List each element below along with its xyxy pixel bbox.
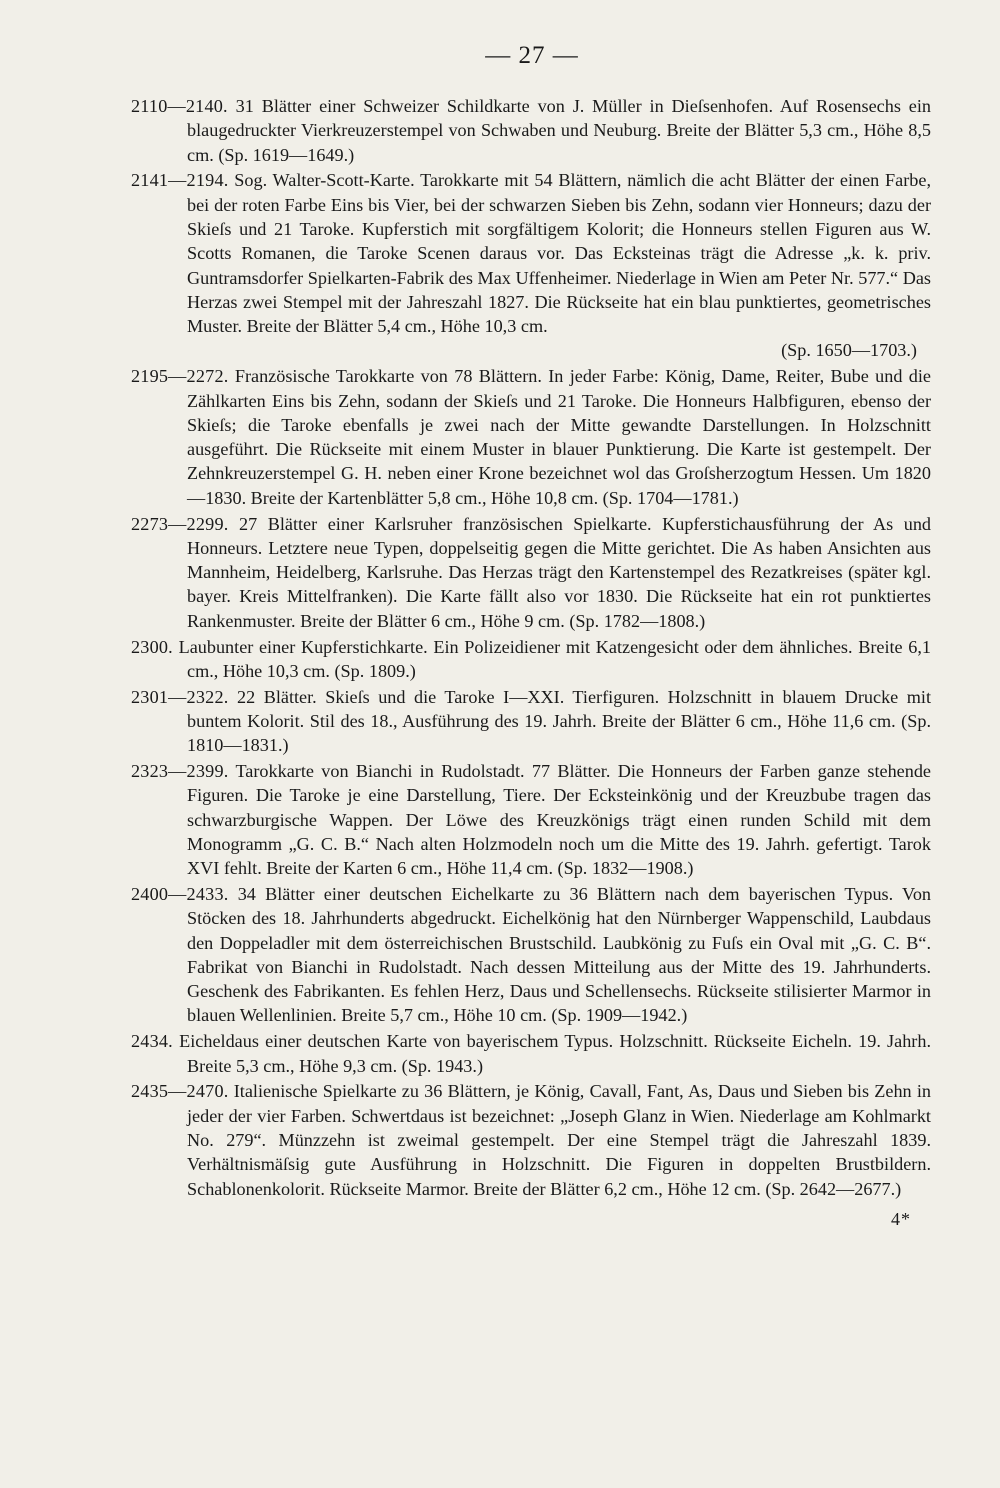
page-number: — 27 —: [485, 42, 579, 69]
entry-number: 2300.: [131, 636, 173, 657]
entry-text: 31 Blätter einer Schweizer Schildkarte von J. Müller in Dieſsenhofen. Auf Rosensechs ein blaugedruckter Vierkreuzerstempel von Schwaben und Neuburg. Breite der Blätter 5,3 cm., Höhe 8,5 cm. (Sp. 1619—1649.): [187, 96, 932, 165]
entry-number: 2301—2322.: [131, 686, 229, 707]
entry-number: 2273—2299.: [131, 513, 229, 534]
entry-number: 2110—2140.: [131, 96, 228, 116]
entry-number: 2195—2272.: [131, 366, 229, 387]
entry-number: 2141—2194.: [131, 170, 229, 191]
catalog-entry: [131, 512, 931, 633]
catalog-entry: [131, 635, 931, 684]
entry-text: Französische Tarokkarte von 78 Blättern. In jeder Farbe: König, Dame, Reiter, Bube und die Zählkarten Eins bis Zehn, sodann der Skieſs und 21 Taroke. Die Honneurs Halbfiguren, ebenso der Skieſs; die Taroke ebenfalls je zwei nach der Mitte gewandte Darstellungen. In Holzschnitt ausgeführt. Die Rückseite mit einem Muster in blauer Punktierung. Die Karte ist gestempelt. Der Zehnkreuzerstempel G. H. neben einer Krone bezeichnet wol das Groſsherzogtum Hessen. Um 1820—1830. Breite der Kartenblätter 5,8 cm., Höhe 10,8 cm. (Sp. 1704—1781.): [187, 366, 932, 508]
entry-text: Tarokkarte von Bianchi in Rudolstadt. 77 Blätter. Die Honneurs der Farben ganze stehende Figuren. Die Taroke je eine Darstellung, Tiere. Der Ecksteinkönig und der Kreuzbube tragen das schwarzburgische Wappen. Der Löwe des Kreuzkönigs trägt einen runden Schild mit dem Monogramm „G. C. B.“ Nach alten Holzmodeln noch um die Mitte des 19. Jahrh. gefertigt. Tarok XVI fehlt. Breite der Karten 6 cm., Höhe 11,4 cm. (Sp. 1832—1908.): [187, 761, 931, 879]
catalog-entry: [131, 1079, 931, 1200]
catalog-entry: [131, 759, 931, 880]
entry-text: Italienische Spielkarte zu 36 Blättern, je König, Cavall, Fant, As, Daus und Sieben bis Zehn in jeder der vier Farben. Schwertdaus ist bezeichnet: „Joseph Glanz in Wien. Niederlage am Kohlmarkt No. 279“. Münzzehn ist zweimal gestempelt. Der eine Stempel trägt die Jahreszahl 1839. Verhältnismäſsig gute Ausführung in Holzschnitt. Die Figuren in doppelten Brustbildern. Schablonenkolorit. Rückseite Marmor. Breite der Blätter 6,2 cm., Höhe 12 cm. (Sp. 2642—2677.): [187, 1081, 932, 1199]
entry-text: Eicheldaus einer deutschen Karte von bayerischem Typus. Holzschnitt. Rückseite Eicheln. 19. Jahrh. Breite 5,3 cm., Höhe 9,3 cm. (Sp. 1943.): [179, 1031, 932, 1076]
entry-reference: (Sp. 1650—1703.): [781, 340, 917, 361]
entry-number: 2400—2433.: [131, 884, 229, 904]
catalog-entry: [131, 882, 931, 1028]
entry-number: 2435—2470.: [131, 1081, 229, 1102]
catalog-entry: [131, 168, 931, 362]
catalog-entry: [131, 364, 931, 510]
signature-mark: 4*: [891, 1208, 911, 1229]
catalog-entry: [131, 94, 931, 167]
entry-text: 22 Blätter. Skieſs und die Taroke I—XXI. Tierfiguren. Holzschnitt in blauem Drucke mit buntem Kolorit. Stil des 18., Ausführung des 19. Jahrh. Breite der Blätter 6 cm., Höhe 11,6 cm. (Sp. 1810—1831.): [187, 686, 932, 756]
catalog-entries: [131, 94, 931, 1231]
catalog-entry: [131, 685, 931, 758]
catalog-entry: [131, 1029, 931, 1078]
entry-text: Laubunter einer Kupferstichkarte. Ein Polizeidiener mit Katzengesicht oder dem ähnliches. Breite 6,1 cm., Höhe 10,3 cm. (Sp. 1809.): [178, 636, 932, 681]
entry-text: 34 Blätter einer deutschen Eichelkarte zu 36 Blättern nach dem bayerischen Typus. Von Stöcken des 18. Jahrhunderts abgedruckt. Eichelkönig hat den Nürnberger Wappenschild, Laubdaus den Doppeladler mit dem österreichischen Brustschild. Laubkönig zu Fuſs ein Oval mit „G. C. B“. Fabrikat von Bianchi in Rudolstadt. Nach dessen Mitteilung aus der Mitte des 19. Jahrhunderts. Geschenk des Fabrikanten. Es fehlen Herz, Daus und Schellensechs. Rückseite stilisierter Marmor in blauen Wellenlinien. Breite 5,7 cm., Höhe 10 cm. (Sp. 1909—1942.): [187, 884, 932, 1026]
entry-number: 2323—2399.: [131, 761, 229, 782]
entry-text: 27 Blätter einer Karlsruher französischen Spielkarte. Kupferstichausführung der As und Honneurs. Letztere neue Typen, doppelseitig gegen die Mitte gerichtet. Die As haben Ansichten aus Mannheim, Heidelberg, Karlsruhe. Das Herzas trägt den Kartenstempel des Rezatkreises (später kgl. bayer. Kreis Mittelfranken). Die Karte fällt also vor 1830. Die Rückseite hat ein rot punktiertes Rankenmuster. Breite der Blätter 6 cm., Höhe 9 cm. (Sp. 1782—1808.): [187, 513, 932, 631]
entry-text: Sog. Walter-Scott-Karte. Tarokkarte mit 54 Blättern, nämlich die acht Blätter der einen Farbe, bei der roten Farbe Eins bis Vier, bei der schwarzen Sieben bis Zehn, sodann vier Honneurs; dazu der Skieſs und 21 Taroke. Kupferstich mit sorgfältigem Kolorit; die Honneurs stellen Figuren aus W. Scotts Romanen, die Taroke Scenen daraus vor. Das Ecksteinas trägt die Adresse „k. k. priv. Guntramsdorfer Spielkarten-Fabrik des Max Uffenheimer. Niederlage in Wien am Peter Nr. 577.“ Das Herzas zwei Stempel mit der Jahreszahl 1827. Die Rückseite hat ein blau punktiertes, geometrisches Muster. Breite der Blätter 5,4 cm., Höhe 10,3 cm.: [187, 170, 932, 337]
entry-number: 2434.: [131, 1031, 173, 1052]
